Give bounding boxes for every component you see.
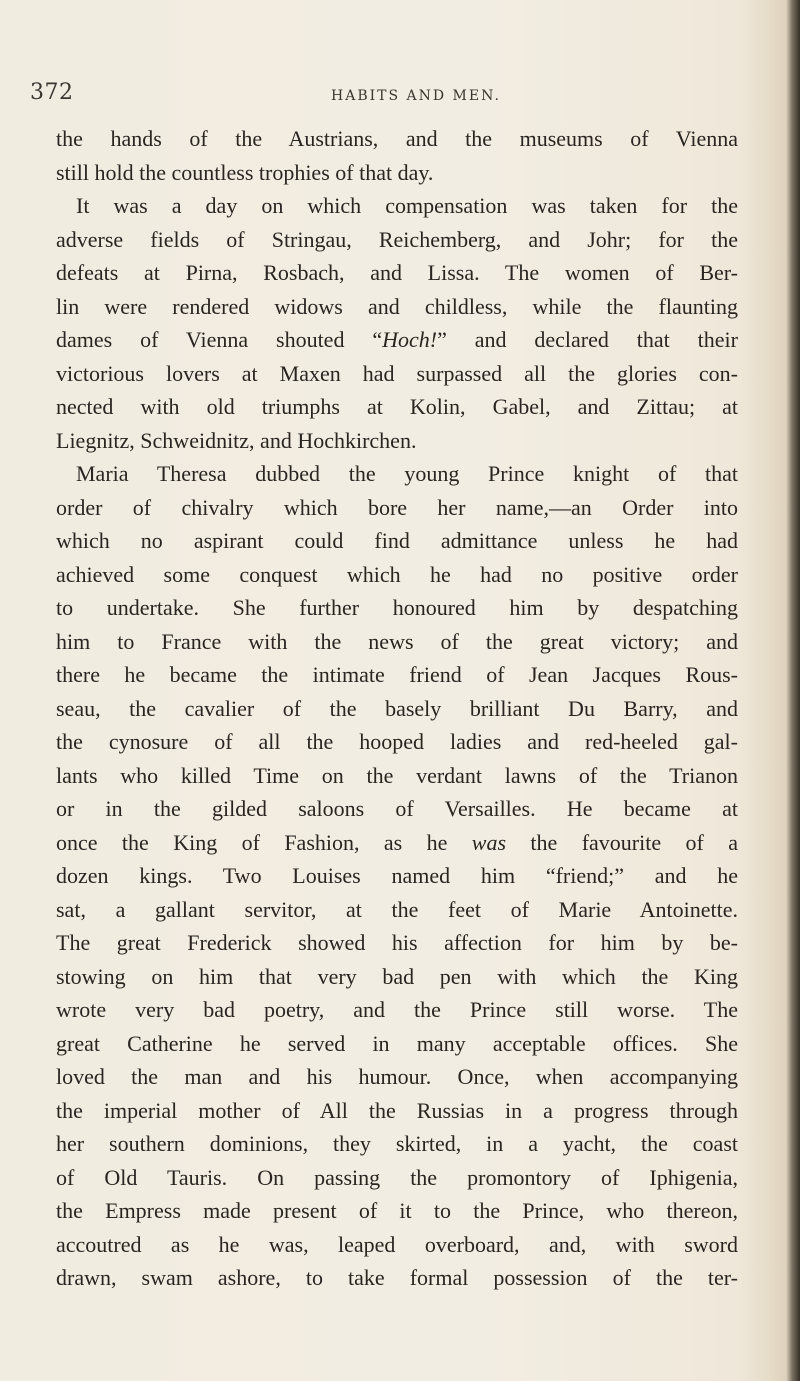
body-text (56, 122, 738, 1295)
page-number: 372 (30, 80, 74, 105)
text-line: dozen kings. Two Louises named him “friend;” and he (56, 863, 738, 888)
text-line: still hold the countless trophies of that day. (56, 159, 434, 185)
text-line: great Catherine he served in many acceptable offices. She (56, 1030, 738, 1056)
text-line: victorious lovers at Maxen had surpassed all the glories con- (56, 360, 738, 386)
text-line: drawn, swam ashore, to take formal possession of the ter- (56, 1265, 738, 1290)
text-line: dames of Vienna shouted “Hoch!” and declared that their (56, 327, 738, 352)
text-line: the hands of the Austrians, and the museums of Vienna (56, 126, 738, 151)
text-line: nected with old triumphs at Kolin, Gabel, and Zittau; at (56, 394, 738, 419)
text-line: to undertake. She further honoured him by despatching (56, 595, 738, 620)
text-line: order of chivalry which bore her name,—an Order into (56, 494, 738, 520)
text-line: which no aspirant could find admittance unless he had (56, 528, 738, 553)
text-line: there he became the intimate friend of Jean Jacques Rous- (56, 662, 738, 687)
text-line: lin were rendered widows and childless, while the flaunting (56, 293, 738, 319)
text-line: the Empress made present of it to the Prince, who thereon, (56, 1198, 738, 1223)
text-line: achieved some conquest which he had no positive order (56, 561, 738, 587)
text-line: The great Frederick showed his affection for him by be- (56, 930, 738, 955)
text-line: It was a day on which compensation was taken for the (76, 193, 738, 218)
text-line: or in the gilded saloons of Versailles. He became at (56, 796, 738, 821)
text-line: wrote very bad poetry, and the Prince still worse. The (56, 997, 738, 1022)
binding-edge (786, 0, 800, 1381)
text-line: seau, the cavalier of the basely brilliant Du Barry, and (56, 695, 738, 721)
text-line: the imperial mother of All the Russias in a progress through (56, 1097, 738, 1123)
text-line: adverse fields of Stringau, Reichemberg, and Johr; for the (56, 226, 738, 252)
text-line: stowing on him that very bad pen with which the King (56, 963, 738, 989)
text-line: accoutred as he was, leaped overboard, and, with sword (56, 1231, 738, 1257)
text-line: defeats at Pirna, Rosbach, and Lissa. The women of Ber- (56, 260, 738, 285)
text-line: lants who killed Time on the verdant lawns of the Trianon (56, 762, 738, 788)
running-head: HABITS AND MEN. (331, 88, 501, 104)
text-line: loved the man and his humour. Once, when accompanying (56, 1064, 738, 1089)
text-line: of Old Tauris. On passing the promontory of Iphigenia, (56, 1164, 738, 1190)
text-line: sat, a gallant servitor, at the feet of Marie Antoinette. (56, 896, 738, 922)
text-line: the cynosure of all the hooped ladies and red-heeled gal- (56, 729, 738, 754)
text-line: her southern dominions, they skirted, in a yacht, the coast (56, 1131, 738, 1156)
text-line: Liegnitz, Schweidnitz, and Hochkirchen. (56, 427, 417, 453)
text-line: once the King of Fashion, as he was the favourite of a (56, 829, 738, 855)
text-line: Maria Theresa dubbed the young Prince knight of that (76, 461, 738, 486)
text-line: him to France with the news of the great victory; and (56, 628, 738, 654)
